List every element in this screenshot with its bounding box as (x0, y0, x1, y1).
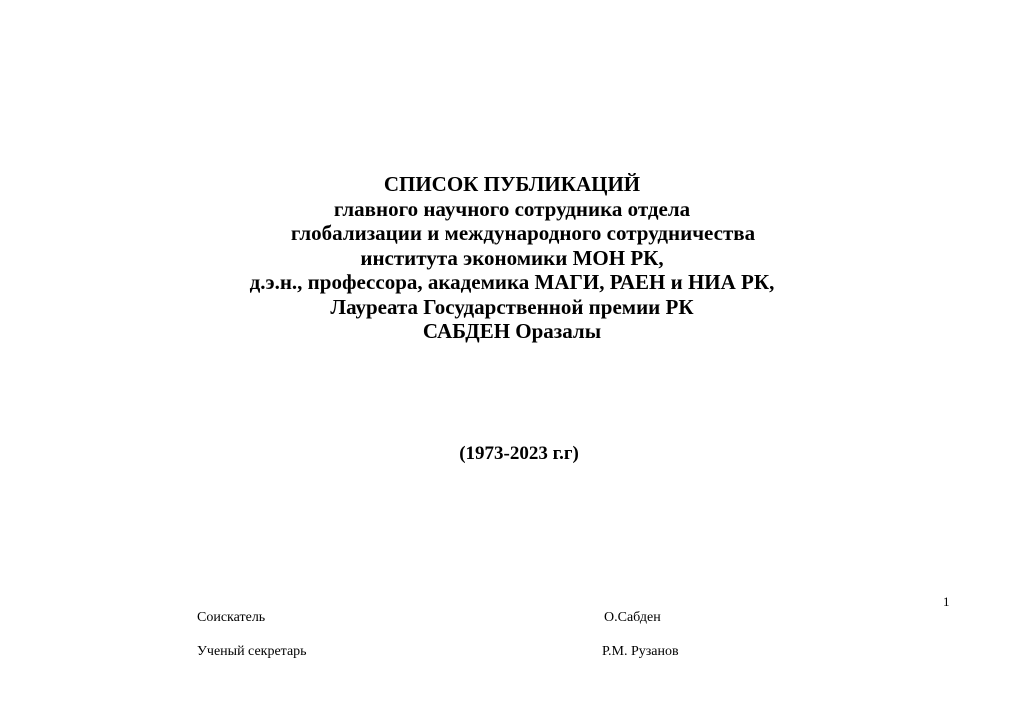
years-range: (1973-2023 г.г) (459, 443, 579, 464)
title-line-department: глобализации и международного сотрудничества (290, 221, 756, 245)
title-heading: СПИСОК ПУБЛИКАЦИЙ (383, 172, 641, 196)
title-line-institute: института экономики МОН РК, (360, 245, 664, 270)
page-number: 1 (943, 594, 950, 609)
signature-name-applicant: О.Сабден (604, 610, 661, 625)
document-title-block (0, 172, 1024, 344)
title-line-degrees: д.э.н., профессора, академика МАГИ, РАЕН и НИА РК, (249, 270, 775, 294)
title-line-position: главного научного сотрудника отдела (333, 196, 691, 221)
signature-name-secretary: Р.М. Рузанов (602, 644, 679, 659)
signature-role-secretary: Ученый секретарь (197, 644, 307, 659)
signature-role-applicant: Соискатель (197, 610, 266, 625)
title-line-author-name: САБДЕН Оразалы (422, 319, 602, 343)
title-line-laureate: Лауреата Государственной премии РК (330, 294, 694, 319)
